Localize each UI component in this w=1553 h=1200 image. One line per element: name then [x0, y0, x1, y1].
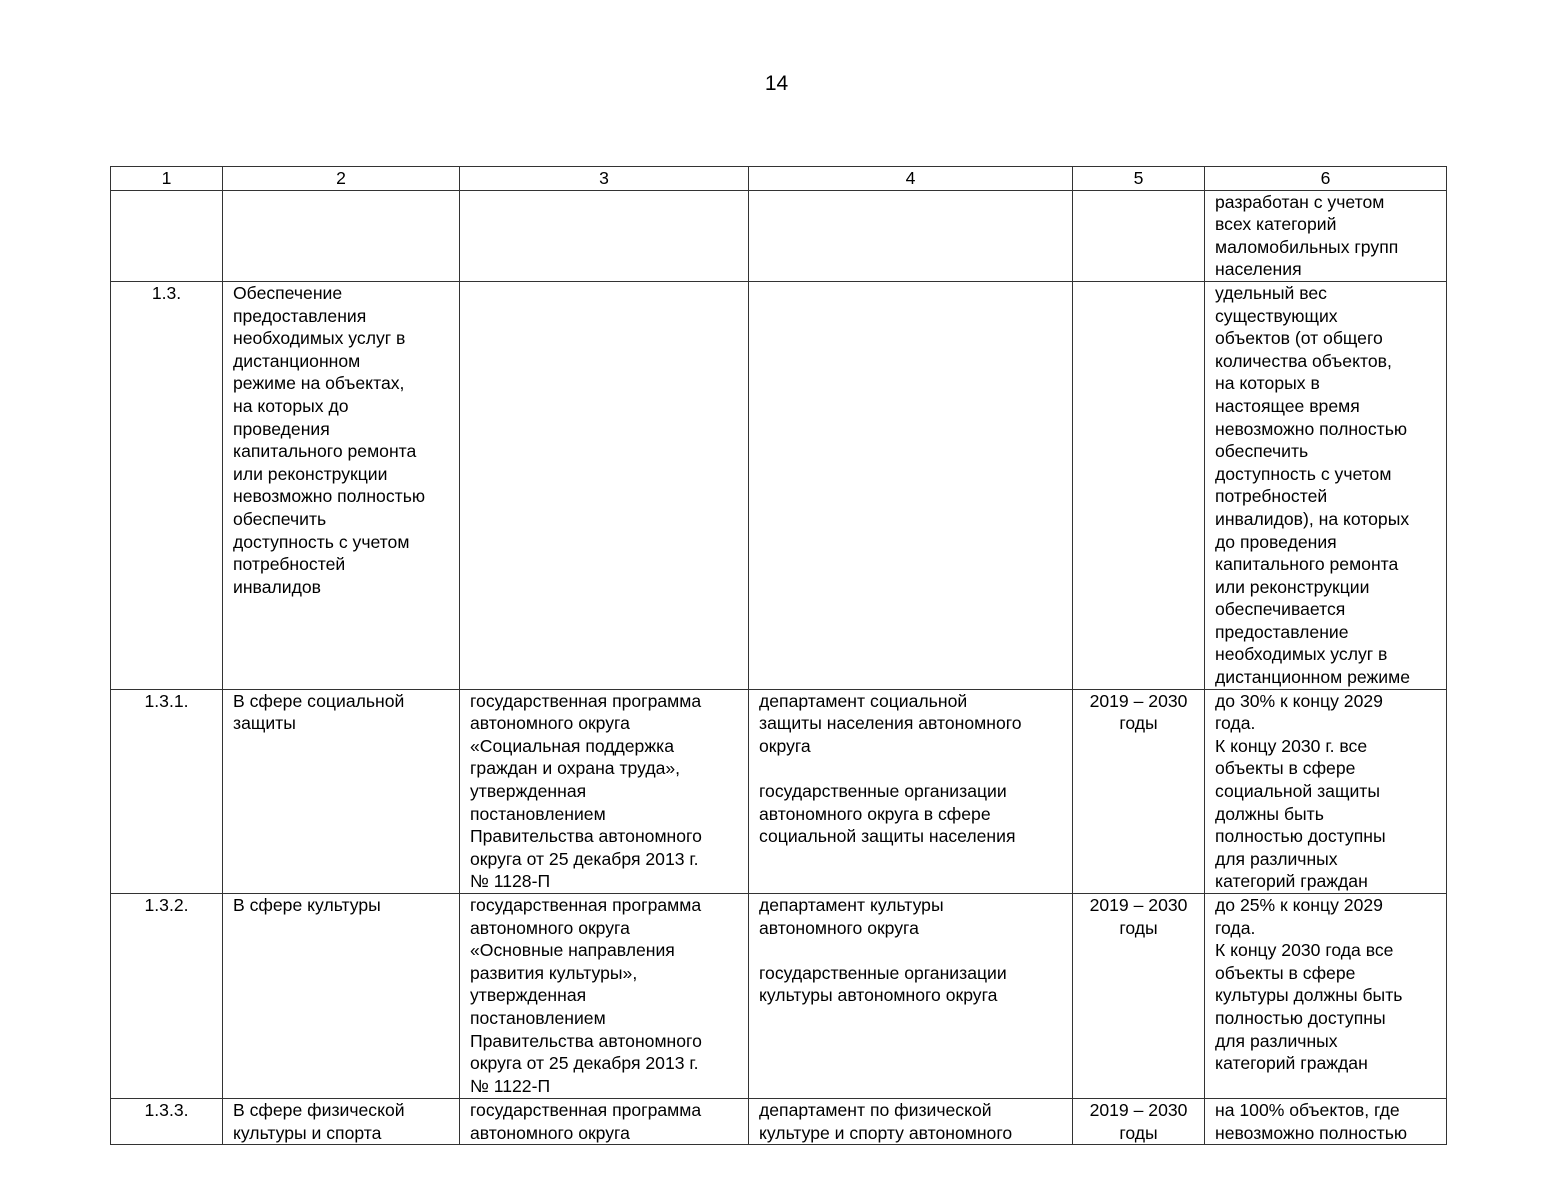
executor-cell: департамент по физической культуре и спорту автономного: [749, 1099, 1073, 1145]
table-row: [111, 689, 1447, 893]
program-cell: [460, 281, 749, 689]
result-cell: до 30% к концу 2029 года. К концу 2030 г. все объекты в сфере социальной защиты должны быть полностью доступны для различных категорий граждан: [1205, 689, 1447, 893]
table-header-row: [111, 167, 1447, 191]
executor-cell: [749, 281, 1073, 689]
executor-cell: департамент культуры автономного округа государственные организации культуры автономного округа: [749, 894, 1073, 1099]
executor-cell: [749, 190, 1073, 281]
result-cell: на 100% объектов, где невозможно полностью: [1205, 1099, 1447, 1145]
column-header: 3: [460, 167, 749, 191]
program-cell: государственная программа автономного округа: [460, 1099, 749, 1145]
page-number: 14: [764, 72, 789, 95]
term-cell: 2019 – 2030 годы: [1073, 894, 1205, 1099]
measure-name-cell: Обеспечение предоставления необходимых услуг в дистанционном режиме на объектах, на которых до проведения капитального ремонта или реконструкции невозможно полностью обеспечить доступность с учетом потребностей инвалидов: [223, 281, 460, 689]
row-number-cell: 1.3.3.: [111, 1099, 223, 1145]
table-row: [111, 1099, 1447, 1145]
measure-name-cell: [223, 190, 460, 281]
column-header: 5: [1073, 167, 1205, 191]
term-cell: [1073, 281, 1205, 689]
program-cell: государственная программа автономного округа «Основные направления развития культуры», утвержденная постановлением Правительства автономного округа от 25 декабря 2013 г. № 1122-П: [460, 894, 749, 1099]
measure-name-cell: В сфере социальной защиты: [223, 689, 460, 893]
column-header: 4: [749, 167, 1073, 191]
result-cell: удельный вес существующих объектов (от общего количества объектов, на которых в настоящее время невозможно полностью обеспечить доступность с учетом потребностей инвалидов), на которых до проведения капитального ремонта или реконструкции обеспечивается предоставление необходимых услуг в дистанционном режиме: [1205, 281, 1447, 689]
result-cell: разработан с учетом всех категорий маломобильных групп населения: [1205, 190, 1447, 281]
program-cell: [460, 190, 749, 281]
result-cell: до 25% к концу 2029 года. К концу 2030 года все объекты в сфере культуры должны быть полностью доступны для различных категорий граждан: [1205, 894, 1447, 1099]
row-number-cell: 1.3.1.: [111, 689, 223, 893]
program-cell: государственная программа автономного округа «Социальная поддержка граждан и охрана труда», утвержденная постановлением Правительства автономного округа от 25 декабря 2013 г. № 1128-П: [460, 689, 749, 893]
column-header: 1: [111, 167, 223, 191]
term-cell: 2019 – 2030 годы: [1073, 1099, 1205, 1145]
table-row: [111, 281, 1447, 689]
row-number-cell: 1.3.2.: [111, 894, 223, 1099]
term-cell: 2019 – 2030 годы: [1073, 689, 1205, 893]
term-cell: [1073, 190, 1205, 281]
measure-name-cell: В сфере физической культуры и спорта: [223, 1099, 460, 1145]
measure-name-cell: В сфере культуры: [223, 894, 460, 1099]
table-row: [111, 894, 1447, 1099]
measures-table: [110, 166, 1447, 1145]
column-header: 6: [1205, 167, 1447, 191]
executor-cell: департамент социальной защиты населения автономного округа государственные организации автономного округа в сфере социальной защиты населения: [749, 689, 1073, 893]
row-number-cell: [111, 190, 223, 281]
column-header: 2: [223, 167, 460, 191]
table-row: [111, 190, 1447, 281]
row-number-cell: 1.3.: [111, 281, 223, 689]
